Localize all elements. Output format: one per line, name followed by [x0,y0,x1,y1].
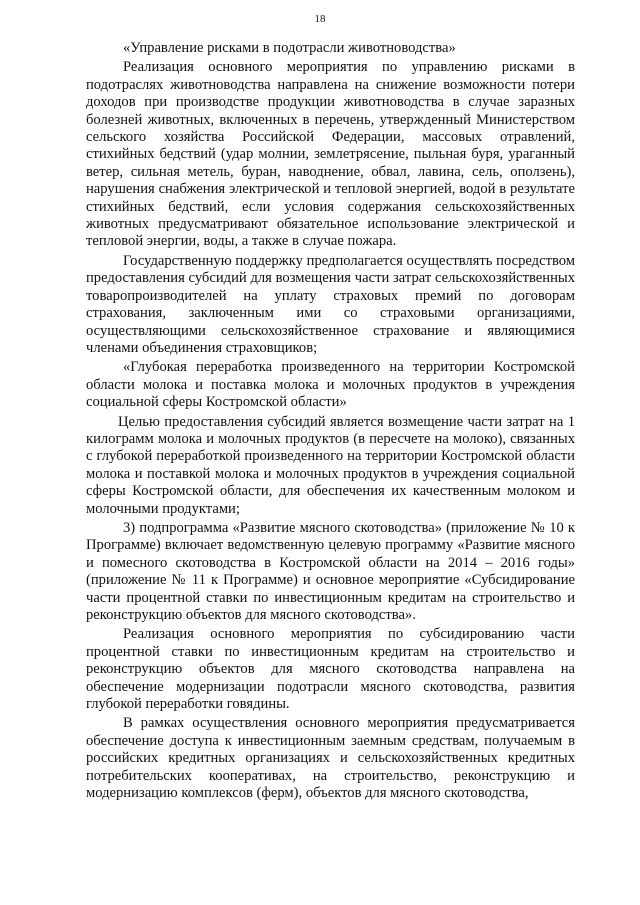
section-heading-risk-management: «Управление рисками в подотрасли животноводства» [123,40,456,56]
paragraph-credit-access: В рамках осуществления основного мероприятия предусматривается обеспечение доступа к инвестиционным заемным средствам, получаемым в российских кредитных организациях и сельскохозяйственных кредитных потребительских кооперативах, на строительство, реконструкцию и модернизацию комплексов (ферм), объектов для мясного скотоводства, [86,715,575,802]
document-body [86,40,575,804]
section-heading-milk-processing: «Глубокая переработка произведенного на территории Костромской области молока и поставка молока и молочных продуктов в учреждения социальной сферы Костромской области» [86,359,575,411]
paragraph-subsidy-purpose: Целью предоставления субсидий является возмещение части затрат на 1 килограмм молока и молочных продуктов (в пересчете на молоко), связанных с глубокой переработкой произведенного на территории Костромской области молока и поставкой молока и молочных продуктов в учреждения социальной сферы Костромской области, для обеспечения их качественным молоком и молочными продуктами; [86,413,575,517]
page-number: 18 [314,13,326,25]
paragraph-risk-management-description: Реализация основного мероприятия по управлению рисками в подотраслях животноводства направлена на снижение возможности потери доходов при производстве продукции животноводства в случае заразных болезней животных, включенных в перечень, утвержденный Министерством сельского хозяйства Российской Федерации, массовых отравлений, стихийных бедствий (удар молнии, землетрясение, пыльная буря, ураганный ветер, сильная метель, буран, наводнение, обвал, лавина, сель, оползень), нарушения снабжения электрической и тепловой энергией, водой в результате стихийных бедствий, если условия содержания сельскохозяйственных животных предусматривают обязательное использование электрической и тепловой энергии, воды, а также в случае пожара. [86,59,575,250]
paragraph-subprogram-meat-cattle: 3) подпрограмма «Развитие мясного скотоводства» (приложение № 10 к Программе) включает ведомственную целевую программу «Развитие мясного и помесного скотоводства в Костромской области на 2014 – 2016 годы» (приложение № 11 к Программе) и основное мероприятие «Субсидирование части процентной ставки по инвестиционным кредитам на строительство и реконструкцию объектов для мясного скотоводства». [86,519,575,623]
paragraph-state-support: Государственную поддержку предполагается осуществлять посредством предоставления субсидий для возмещения части затрат сельскохозяйственных товаропроизводителей на уплату страховых премий по договорам страхования, заключенным ими со страховыми организациями, осуществляющими сельскохозяйственное страхование и являющимися членами объединения страховщиков; [86,252,575,356]
paragraph-interest-subsidy: Реализация основного мероприятия по субсидированию части процентной ставки по инвестиционным кредитам на строительство и реконструкцию объектов для мясного скотоводства направлена на обеспечение модернизации подотрасли мясного скотоводства, развития глубокой переработки говядины. [86,626,575,713]
